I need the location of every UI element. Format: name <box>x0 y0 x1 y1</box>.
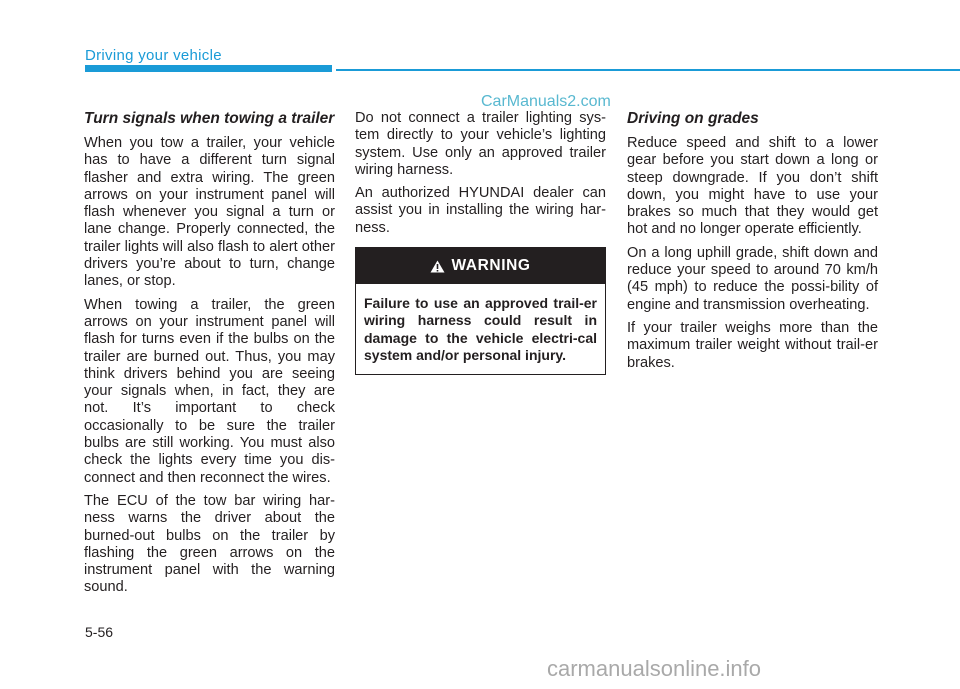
paragraph: When you tow a trailer, your vehicle has to have a different turn signal flasher and extra wiring. The green arrows on your instrument panel will flash whenever you signal a turn or lane change. Properly connected, the trailer lights will also flash to alert other drivers you’re about to turn, change lanes, or stop. <box>84 135 335 290</box>
paragraph: If your trailer weighs more than the maximum trailer weight without trail-er brakes. <box>627 319 878 371</box>
warning-box <box>355 247 606 375</box>
heading-driving-on-grades: Driving on grades <box>627 110 759 127</box>
warning-title: WARNING <box>451 257 531 275</box>
warning-header <box>356 248 605 284</box>
watermark-top: CarManuals2.com <box>481 93 611 110</box>
page-number: 5-56 <box>85 624 114 640</box>
paragraph: The ECU of the tow bar wiring har-ness warns the driver about the burned-out bulbs on the trailer by flashing the green arrows on the instrument panel with the warning sound. <box>84 492 335 596</box>
watermark-bottom: carmanualsonline.info <box>547 656 762 681</box>
paragraph: When towing a trailer, the green arrows on your instrument panel will flash for turns even if the bulbs on the trailer are burned out. Thus, you may think drivers behind you are seeing your signals when, in fact, they are not. It’s important to check occasionally to be sure the trailer bulbs are still working. You must also check the lights every time you dis-connect and then reconnect the wires. <box>84 296 335 486</box>
warning-triangle-icon <box>430 260 445 273</box>
column-middle <box>355 110 606 375</box>
paragraph: Reduce speed and shift to a lower gear before you start down a long or steep downgrade. If you don’t shift down, you might have to use your brakes so much that they would get hot and no longer operate efficiently. <box>627 135 878 238</box>
header-rule-thick <box>85 65 332 72</box>
paragraph: Do not connect a trailer lighting sys-tem directly to your vehicle’s lighting system. Use only an approved trailer wiring harness. <box>355 110 606 178</box>
column-left <box>84 110 335 603</box>
column-right <box>627 110 878 378</box>
paragraph: An authorized HYUNDAI dealer can assist you in installing the wiring har-ness. <box>355 185 606 236</box>
heading-turn-signals: Turn signals when towing a trailer <box>84 110 335 127</box>
warning-body: Failure to use an approved trail-er wiring harness could result in damage to the vehicle electri-cal system and/or personal injury. <box>364 295 597 363</box>
header-rule-thin <box>336 69 960 71</box>
section-title: Driving your vehicle <box>85 47 222 64</box>
paragraph: On a long uphill grade, shift down and reduce your speed to around 70 km/h (45 mph) to reduce the possi-bility of engine and transmission overheating. <box>627 244 878 313</box>
